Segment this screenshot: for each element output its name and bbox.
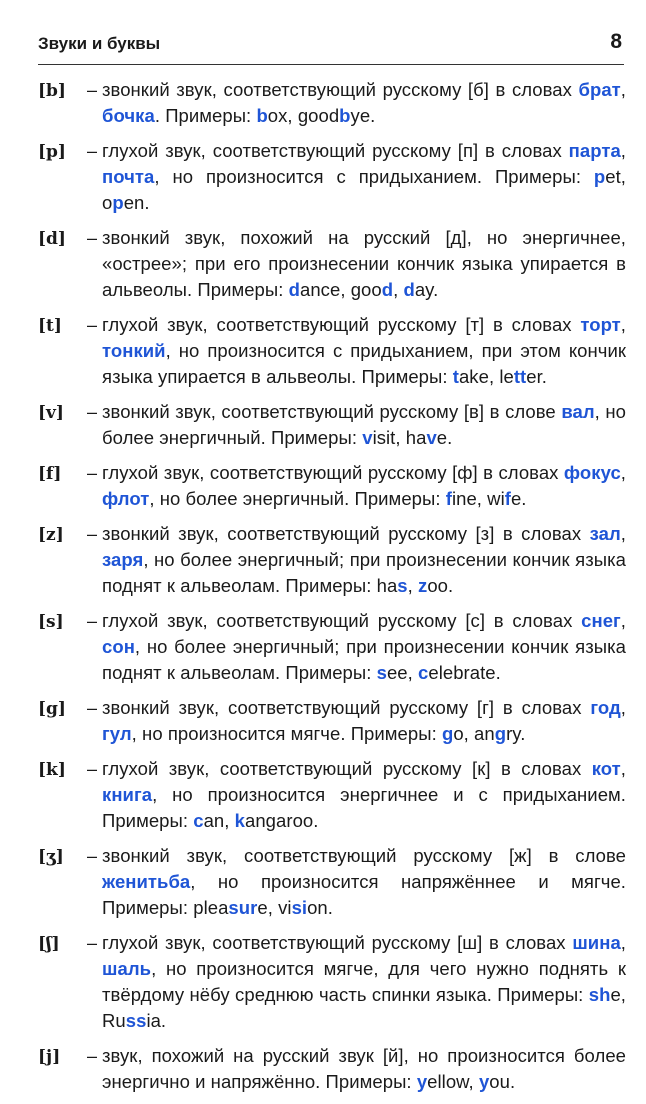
- description-text: ,: [620, 314, 626, 335]
- highlighted-letters: b: [256, 105, 268, 126]
- highlighted-letters: c: [418, 662, 429, 683]
- description-text: ,: [620, 610, 626, 631]
- description-text: ,: [620, 932, 626, 953]
- highlighted-letters: аль: [117, 958, 152, 979]
- description-text: ox, good: [267, 105, 340, 126]
- highlighted-letters: f: [504, 488, 511, 509]
- description-text: e.: [510, 488, 527, 509]
- description-text: ance, goo: [300, 279, 382, 300]
- description-text: ,: [620, 462, 626, 483]
- description-text: , но произносится мягче. Примеры:: [131, 723, 442, 744]
- description-text: e, vi: [257, 897, 292, 918]
- phoneme-description: [102, 608, 626, 686]
- description-text: глухой звук, соответствующий русскому [с] в словах: [102, 610, 582, 631]
- entry-dash: –: [86, 698, 97, 718]
- phoneme-description: [102, 930, 626, 1034]
- entry-dash: –: [86, 315, 97, 335]
- description-text: ,: [620, 140, 626, 161]
- description-text: e, Ru: [102, 984, 626, 1031]
- phoneme-description: [102, 138, 626, 216]
- highlighted-letters: арта: [579, 140, 621, 161]
- phoneme-entry: [38, 695, 626, 747]
- highlighted-letters: с: [581, 610, 592, 631]
- description-text: ay.: [414, 279, 439, 300]
- highlighted-letters: ф: [102, 488, 118, 509]
- phoneme-description: [102, 1043, 626, 1095]
- highlighted-letters: орт: [589, 314, 621, 335]
- highlighted-letters: ш: [102, 958, 118, 979]
- phoneme-description: [102, 460, 626, 512]
- description-text: звонкий звук, соответствующий русскому [в] в слове: [102, 401, 562, 422]
- highlighted-letters: г: [102, 723, 110, 744]
- section-title: Звуки и буквы: [38, 34, 161, 53]
- phoneme-symbol: [s]: [38, 612, 64, 632]
- description-text: , но произносится с придыханием. Примеры:: [154, 166, 594, 187]
- description-text: ,: [620, 697, 626, 718]
- phoneme-entry: [38, 608, 626, 686]
- phoneme-entry: [38, 930, 626, 1034]
- highlighted-letters: онкий: [110, 340, 166, 361]
- highlighted-letters: t: [452, 366, 459, 387]
- highlighted-letters: г: [590, 697, 598, 718]
- phoneme-symbol: [d]: [38, 229, 66, 249]
- highlighted-letters: енитьба: [114, 871, 191, 892]
- description-text: o, an: [453, 723, 495, 744]
- highlighted-letters: он: [112, 636, 135, 657]
- highlighted-letters: d: [381, 279, 394, 300]
- description-text: , но произносится с придыханием, при этом кончик языка упирается в альвеолы. Примеры:: [102, 340, 626, 387]
- highlighted-letters: sur: [228, 897, 258, 918]
- description-text: , но более энергичный. Примеры:: [149, 488, 446, 509]
- description-text: ,: [407, 575, 419, 596]
- entry-dash: –: [86, 759, 97, 779]
- highlighted-letters: ф: [563, 462, 580, 483]
- entry-dash: –: [86, 933, 97, 953]
- highlighted-letters: з: [589, 523, 599, 544]
- highlighted-letters: к: [591, 758, 601, 779]
- description-text: звонкий звук, соответствующий русскому [з] в словах: [102, 523, 590, 544]
- description-text: ine, wi: [451, 488, 505, 509]
- description-text: звонкий звук, соответствующий русскому [б] в словах: [102, 79, 579, 100]
- description-text: , но произносится мягче, для чего нужно поднять к твёрдому нёбу среднюю часть спинки языка. Примеры:: [102, 958, 626, 1005]
- phoneme-entry: [38, 1043, 626, 1095]
- highlighted-letters: аря: [111, 549, 144, 570]
- highlighted-letters: б: [102, 105, 114, 126]
- entry-dash: –: [86, 611, 97, 631]
- description-text: глухой звук, соответствующий русскому [ш] в словах: [102, 932, 573, 953]
- phoneme-entry: [38, 312, 626, 390]
- entry-dash: –: [86, 524, 97, 544]
- description-text: , но более энергичный. Примеры:: [102, 401, 626, 448]
- description-text: ye.: [350, 105, 376, 126]
- description-text: , но произносится напряжённее и мягче. Примеры: plea: [102, 871, 626, 918]
- phoneme-description: [102, 225, 626, 303]
- highlighted-letters: z: [418, 575, 428, 596]
- phoneme-entry: [38, 138, 626, 216]
- phoneme-entry: [38, 77, 626, 129]
- description-text: elebrate.: [428, 662, 501, 683]
- highlighted-letters: ss: [125, 1010, 147, 1031]
- description-text: ia.: [146, 1010, 167, 1031]
- highlighted-letters: ул: [109, 723, 132, 744]
- highlighted-letters: s: [376, 662, 387, 683]
- phoneme-description: [102, 695, 626, 747]
- highlighted-letters: т: [102, 340, 111, 361]
- entry-dash: –: [86, 228, 97, 248]
- phoneme-entry: [38, 460, 626, 512]
- highlighted-letters: очта: [113, 166, 155, 187]
- highlighted-letters: од: [597, 697, 621, 718]
- description-text: звонкий звук, соответствующий русскому [г] в словах: [102, 697, 591, 718]
- phoneme-entry: [38, 756, 626, 834]
- phoneme-symbol: [f]: [38, 464, 62, 484]
- highlighted-letters: d: [288, 279, 300, 300]
- phoneme-symbol: [ʒ]: [38, 847, 64, 867]
- page-header: [38, 32, 624, 65]
- phoneme-description: [102, 312, 626, 390]
- phoneme-description: [102, 399, 626, 451]
- phoneme-symbol: [b]: [38, 81, 66, 101]
- highlighted-letters: f: [445, 488, 452, 509]
- phoneme-symbol: [k]: [38, 760, 66, 780]
- description-text: ou.: [489, 1071, 516, 1092]
- highlighted-letters: ал: [572, 401, 595, 422]
- highlighted-letters: от: [600, 758, 621, 779]
- highlighted-letters: ш: [572, 932, 588, 953]
- highlighted-letters: v: [426, 427, 437, 448]
- entry-dash: –: [86, 846, 97, 866]
- highlighted-letters: y: [478, 1071, 490, 1092]
- highlighted-letters: g: [441, 723, 454, 744]
- highlighted-letters: очка: [113, 105, 155, 126]
- highlighted-letters: в: [561, 401, 573, 422]
- phoneme-symbol: [v]: [38, 403, 64, 423]
- highlighted-letters: s: [397, 575, 408, 596]
- description-text: . Примеры:: [154, 105, 257, 126]
- description-text: , но более энергичный; при произнесении кончик языка поднят к альвеолам. Примеры: ha: [102, 549, 626, 596]
- entry-dash: –: [86, 80, 97, 100]
- highlighted-letters: лот: [117, 488, 150, 509]
- page-number: 8: [610, 30, 622, 53]
- highlighted-letters: ж: [102, 871, 115, 892]
- description-text: on.: [307, 897, 333, 918]
- highlighted-letters: окус: [579, 462, 621, 483]
- description-text: ,: [620, 79, 626, 100]
- highlighted-letters: p: [112, 192, 124, 213]
- description-text: an,: [203, 810, 235, 831]
- phoneme-entry: [38, 843, 626, 921]
- highlighted-letters: нига: [111, 784, 153, 805]
- highlighted-letters: c: [193, 810, 204, 831]
- phoneme-symbol: [t]: [38, 316, 62, 336]
- highlighted-letters: ина: [587, 932, 621, 953]
- description-text: ee,: [386, 662, 419, 683]
- phoneme-description: [102, 843, 626, 921]
- highlighted-letters: ал: [598, 523, 621, 544]
- description-text: e.: [436, 427, 453, 448]
- phoneme-description: [102, 521, 626, 599]
- highlighted-letters: b: [339, 105, 351, 126]
- description-text: ,: [393, 279, 404, 300]
- description-text: глухой звук, соответствующий русскому [п] в словах: [102, 140, 569, 161]
- phoneme-entry: [38, 225, 626, 303]
- phoneme-symbol: [z]: [38, 525, 64, 545]
- highlighted-letters: рат: [589, 79, 621, 100]
- description-text: , но более энергичный; при произнесении кончик языка поднят к альвеолам. Примеры:: [102, 636, 626, 683]
- description-text: en.: [123, 192, 150, 213]
- description-text: ake, le: [458, 366, 514, 387]
- highlighted-letters: с: [102, 636, 113, 657]
- highlighted-letters: d: [403, 279, 415, 300]
- entry-dash: –: [86, 402, 97, 422]
- highlighted-letters: нег: [591, 610, 621, 631]
- description-text: oo.: [427, 575, 454, 596]
- description-text: глухой звук, соответствующий русскому [т] в словах: [102, 314, 581, 335]
- entry-dash: –: [86, 1046, 97, 1066]
- phoneme-entry: [38, 399, 626, 451]
- description-text: angaroo.: [245, 810, 319, 831]
- highlighted-letters: si: [291, 897, 308, 918]
- description-text: er.: [526, 366, 547, 387]
- highlighted-letters: з: [102, 549, 112, 570]
- description-text: глухой звук, соответствующий русскому [к] в словах: [102, 758, 592, 779]
- highlighted-letters: y: [416, 1071, 428, 1092]
- description-text: et, o: [102, 166, 626, 213]
- description-text: глухой звук, соответствующий русскому [ф] в словах: [102, 462, 564, 483]
- description-text: звук, похожий на русский звук [й], но произносится более энергично и напряжённо. Примеры:: [102, 1045, 626, 1092]
- highlighted-letters: tt: [513, 366, 527, 387]
- phoneme-symbol: [ʃ]: [38, 934, 60, 954]
- description-text: ,: [620, 523, 626, 544]
- description-text: ry.: [506, 723, 526, 744]
- entry-dash: –: [86, 141, 97, 161]
- highlighted-letters: k: [234, 810, 245, 831]
- highlighted-letters: v: [362, 427, 373, 448]
- phoneme-symbol: [j]: [38, 1047, 61, 1067]
- highlighted-letters: б: [578, 79, 590, 100]
- highlighted-letters: p: [593, 166, 606, 187]
- highlighted-letters: к: [102, 784, 112, 805]
- description-text: звонкий звук, соответствующий русскому [ж] в слове: [102, 845, 626, 866]
- phoneme-symbol: [g]: [38, 699, 66, 719]
- description-text: звонкий звук, похожий на русский [д], но энергичнее, «острее»; при его произнесении кончик языка упирается в альвеолы. Примеры:: [102, 227, 626, 300]
- description-text: , но произносится энергичнее и с придыханием. Примеры:: [102, 784, 626, 831]
- highlighted-letters: п: [568, 140, 580, 161]
- description-text: isit, ha: [372, 427, 427, 448]
- highlighted-letters: sh: [588, 984, 611, 1005]
- phoneme-description: [102, 756, 626, 834]
- phoneme-list: [38, 77, 626, 1104]
- highlighted-letters: т: [580, 314, 590, 335]
- description-text: ,: [620, 758, 626, 779]
- description-text: ellow,: [427, 1071, 479, 1092]
- highlighted-letters: g: [494, 723, 507, 744]
- entry-dash: –: [86, 463, 97, 483]
- phoneme-symbol: [p]: [38, 142, 66, 162]
- phoneme-description: [102, 77, 626, 129]
- highlighted-letters: п: [102, 166, 114, 187]
- phoneme-entry: [38, 521, 626, 599]
